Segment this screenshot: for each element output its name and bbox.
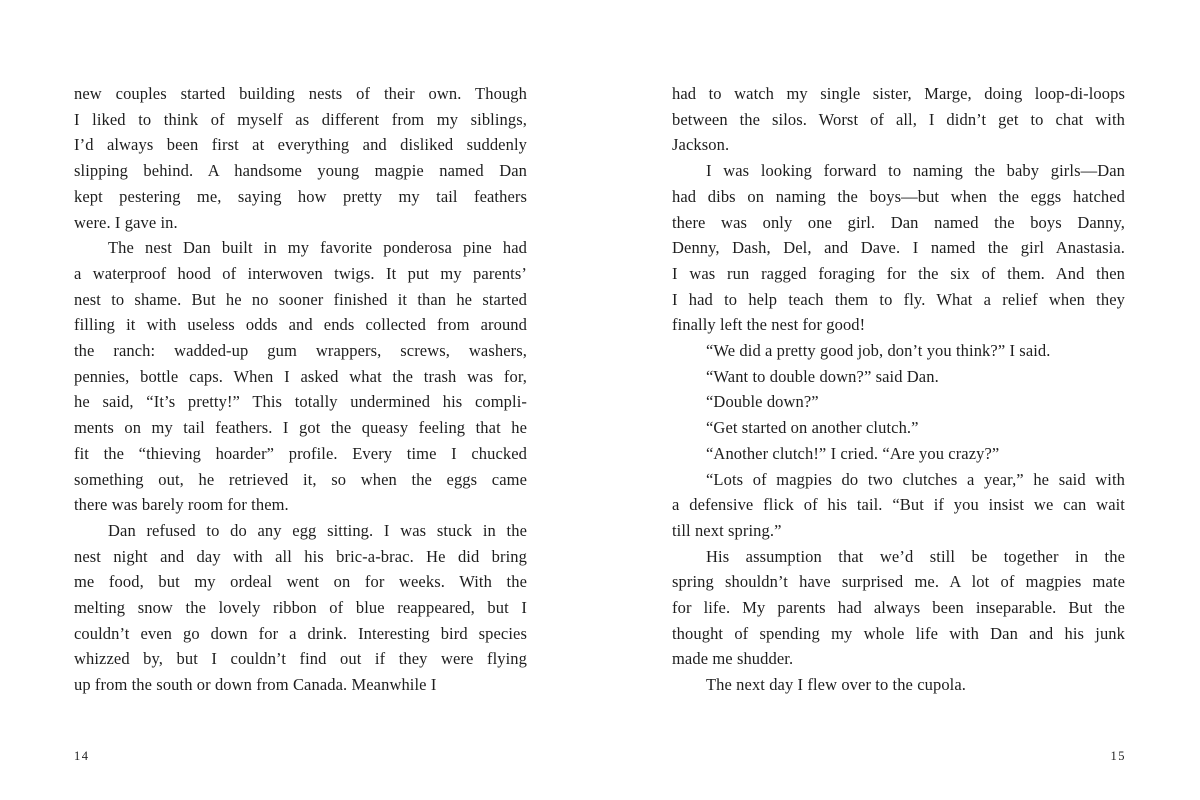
paragraph — [672, 544, 1125, 673]
text-line: there was barely room for them. — [74, 495, 289, 515]
text-line: were. I gave in. — [74, 212, 178, 232]
text-line: me food, but my ordeal went on for weeks. With the — [74, 572, 527, 592]
text-line: slipping behind. A handsome young magpie named Dan — [74, 161, 527, 181]
page-right-body-text — [672, 81, 1125, 698]
text-line: Jackson. — [672, 135, 730, 155]
text-line: new couples started building nests of their own. Though — [74, 84, 527, 103]
paragraph — [672, 672, 1125, 698]
paragraph — [672, 389, 1125, 415]
text-line: Dan refused to do any egg sitting. I was stuck in the — [108, 520, 527, 540]
text-line: I was run ragged foraging for the six of them. And then — [672, 263, 1125, 283]
paragraph — [672, 467, 1125, 544]
paragraph — [74, 81, 527, 235]
text-line: “Get started on another clutch.” — [706, 418, 919, 438]
text-line: “Lots of magpies do two clutches a year,” he said with — [706, 469, 1125, 489]
text-line: “Another clutch!” I cried. “Are you crazy?” — [706, 443, 1000, 463]
text-line: for life. My parents had always been inseparable. But the — [672, 598, 1125, 618]
text-line: ments on my tail feathers. I got the queasy feeling that he — [74, 418, 527, 438]
text-line: whizzed by, but I couldn’t find out if they were flying — [74, 649, 527, 669]
page-number-right: 15 — [1110, 749, 1126, 763]
text-line: finally left the nest for good! — [672, 315, 866, 335]
text-line: the ranch: wadded-up gum wrappers, screws, washers, — [74, 341, 527, 361]
text-line: I liked to think of myself as different from my siblings, — [74, 109, 527, 129]
text-line: “We did a pretty good job, don’t you think?” I said. — [706, 341, 1051, 361]
paragraph — [672, 81, 1125, 158]
text-line: melting snow the lovely ribbon of blue reappeared, but I — [74, 598, 527, 618]
text-line: couldn’t even go down for a drink. Interesting bird species — [74, 623, 527, 643]
paragraph — [74, 235, 527, 518]
text-line: up from the south or down from Canada. Meanwhile I — [74, 675, 437, 695]
text-line: had dibs on naming the boys—but when the eggs hatched — [672, 186, 1125, 206]
text-line: pennies, bottle caps. When I asked what the trash was for, — [74, 366, 527, 386]
text-line: “Want to double down?” said Dan. — [706, 366, 939, 386]
text-line: nest night and day with all his bric-a-brac. He did bring — [74, 546, 527, 566]
paragraph — [672, 364, 1125, 390]
text-line: nest to shame. But he no sooner finished it than he started — [74, 289, 527, 309]
text-line: a defensive flick of his tail. “But if you insist we can wait — [672, 495, 1125, 515]
text-line: The next day I flew over to the cupola. — [706, 675, 967, 695]
text-line: I was looking forward to naming the baby girls—Dan — [706, 161, 1125, 181]
text-line: thought of spending my whole life with Dan and his junk — [672, 623, 1125, 643]
text-line: kept pestering me, saying how pretty my tail feathers — [74, 186, 527, 206]
text-line: a waterproof hood of interwoven twigs. It put my parents’ — [74, 263, 527, 283]
paragraph — [672, 441, 1125, 467]
text-line: fit the “thieving hoarder” profile. Every time I chucked — [74, 443, 527, 463]
text-line: something out, he retrieved it, so when the eggs came — [74, 469, 527, 489]
paragraph — [672, 415, 1125, 441]
text-line: between the silos. Worst of all, I didn’t get to chat with — [672, 109, 1125, 129]
page-number-left: 14 — [74, 749, 90, 763]
paragraph — [672, 338, 1125, 364]
page-right — [600, 0, 1200, 800]
text-line: filling it with useless odds and ends collected from around — [74, 315, 527, 335]
text-line: I’d always been first at everything and disliked suddenly — [74, 135, 527, 155]
text-line: made me shudder. — [672, 649, 794, 669]
text-line: had to watch my single sister, Marge, doing loop-di-loops — [672, 84, 1125, 103]
text-line: I had to help teach them to fly. What a relief when they — [672, 289, 1125, 309]
text-line: His assumption that we’d still be together in the — [706, 546, 1125, 566]
text-line: spring shouldn’t have surprised me. A lot of magpies mate — [672, 572, 1125, 592]
page-left-body-text — [74, 81, 527, 698]
paragraph — [74, 518, 527, 698]
text-line: there was only one girl. Dan named the boys Danny, — [672, 212, 1125, 232]
text-line: “Double down?” — [706, 392, 819, 412]
text-line: The nest Dan built in my favorite ponderosa pine had — [108, 238, 527, 258]
paragraph — [672, 158, 1125, 338]
text-line: till next spring.” — [672, 520, 782, 540]
text-line: he said, “It’s pretty!” This totally undermined his compli- — [74, 392, 527, 412]
text-line: Denny, Dash, Del, and Dave. I named the girl Anastasia. — [672, 238, 1125, 258]
